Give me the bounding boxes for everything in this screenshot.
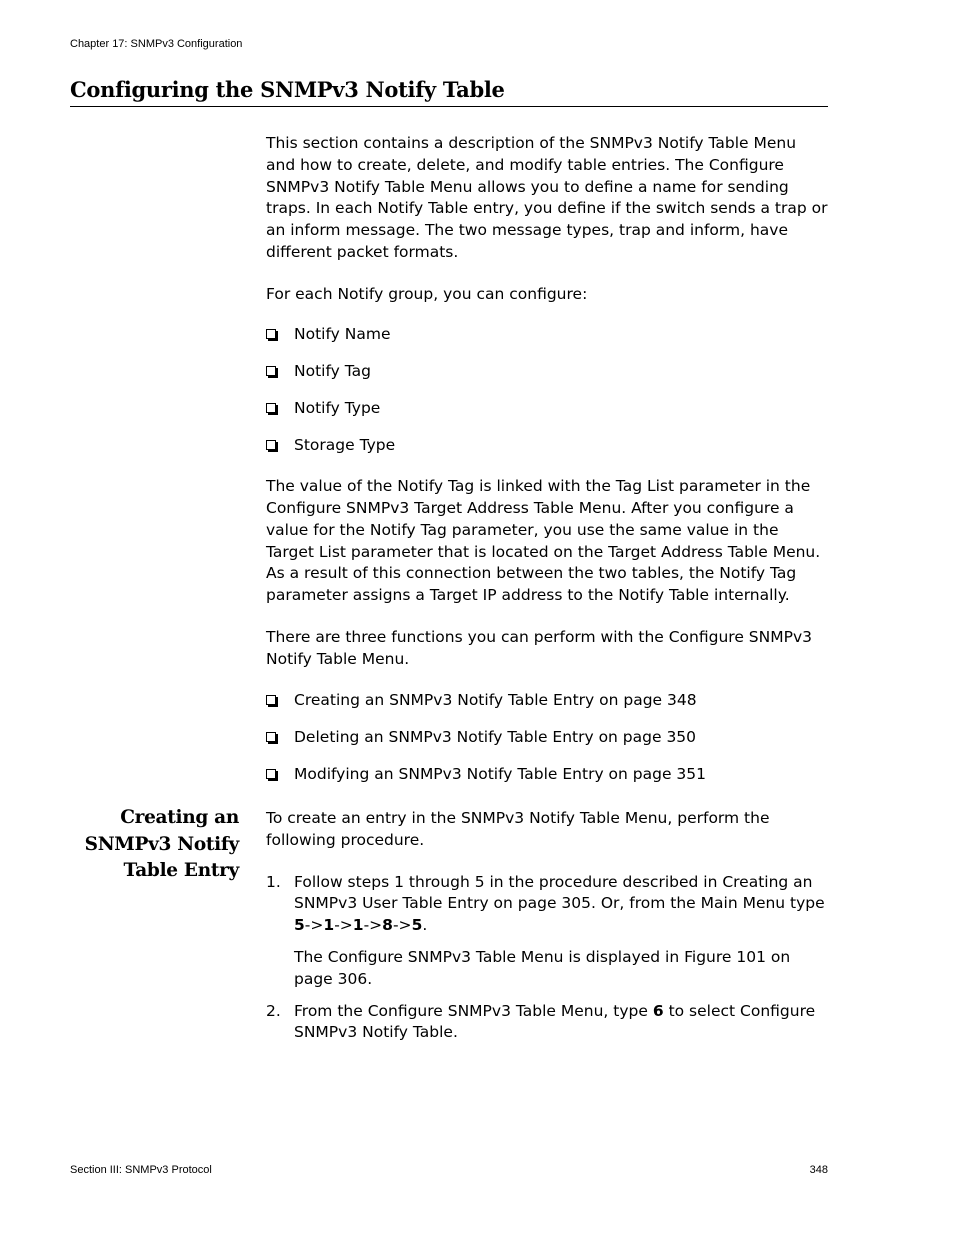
step-number: 2.: [266, 1001, 281, 1020]
running-header: Chapter 17: SNMPv3 Configuration: [70, 38, 243, 50]
section-heading: Creating an SNMPv3 Notify Table Entry: [84, 807, 239, 881]
step-2: [266, 1001, 828, 1045]
list-item: Notify Type: [294, 398, 828, 420]
footer-section: Section III: SNMPv3 Protocol: [70, 1164, 212, 1176]
functions-lead-paragraph: There are three functions you can perform with the Configure SNMPv3 Notify Table Menu.: [266, 628, 812, 668]
checkbox-bullet-icon: [266, 403, 276, 413]
checkbox-bullet-icon: [266, 695, 276, 705]
config-items-list: [266, 324, 828, 458]
functions-list: [266, 690, 828, 786]
page-number: 348: [809, 1164, 828, 1176]
function-link-delete[interactable]: Deleting an SNMPv3 Notify Table Entry on page 350: [294, 727, 828, 749]
procedure-steps: [266, 872, 828, 1045]
step-1: [266, 872, 828, 991]
list-item: Storage Type: [294, 435, 828, 457]
step-text: From the Configure SNMPv3 Table Menu, type 6 to select Configure SNMPv3 Notify Table.: [294, 1001, 816, 1042]
checkbox-bullet-icon: [266, 366, 276, 376]
intro-body: [266, 133, 828, 805]
step-text: Follow steps 1 through 5 in the procedure described in Creating an SNMPv3 User Table Entry on page 305. Or, from the Main Menu type 5->1->1->8->5.: [294, 872, 825, 935]
function-link-modify[interactable]: Modifying an SNMPv3 Notify Table Entry on page 351: [294, 764, 828, 786]
step-note: The Configure SNMPv3 Table Menu is displayed in Figure 101 on page 306.: [294, 947, 791, 988]
function-link-create[interactable]: Creating an SNMPv3 Notify Table Entry on page 348: [294, 690, 828, 712]
config-lead-paragraph: For each Notify group, you can configure:: [266, 284, 588, 303]
procedure-body: [266, 808, 828, 1044]
intro-paragraph: This section contains a description of the SNMPv3 Notify Table Menu and how to create, delete, and modify table entries. The Configure SNMPv3 Notify Table Menu allows you to define a name for sending traps. In each Notify Table entry, you define if the switch sends a trap or an inform message. The two message types, trap and inform, have different packet formats.: [266, 134, 828, 261]
list-item: Notify Name: [294, 324, 828, 346]
checkbox-bullet-icon: [266, 732, 276, 742]
list-item: Notify Tag: [294, 361, 828, 383]
page-title: Configuring the SNMPv3 Notify Table: [70, 77, 828, 107]
checkbox-bullet-icon: [266, 329, 276, 339]
checkbox-bullet-icon: [266, 769, 276, 779]
procedure-intro: To create an entry in the SNMPv3 Notify Table Menu, perform the following procedure.: [266, 809, 770, 849]
checkbox-bullet-icon: [266, 440, 276, 450]
notify-tag-paragraph: The value of the Notify Tag is linked with the Tag List parameter in the Configure SNMPv3 Target Address Table Menu. After you configure a value for the Notify Tag parameter, you use the same value in the Target List parameter that is located on the Target Address Table Menu. As a result of this connection between the two tables, the Notify Tag parameter assigns a Target IP address to the Notify Table internally.: [266, 477, 821, 605]
step-number: 1.: [266, 872, 281, 891]
